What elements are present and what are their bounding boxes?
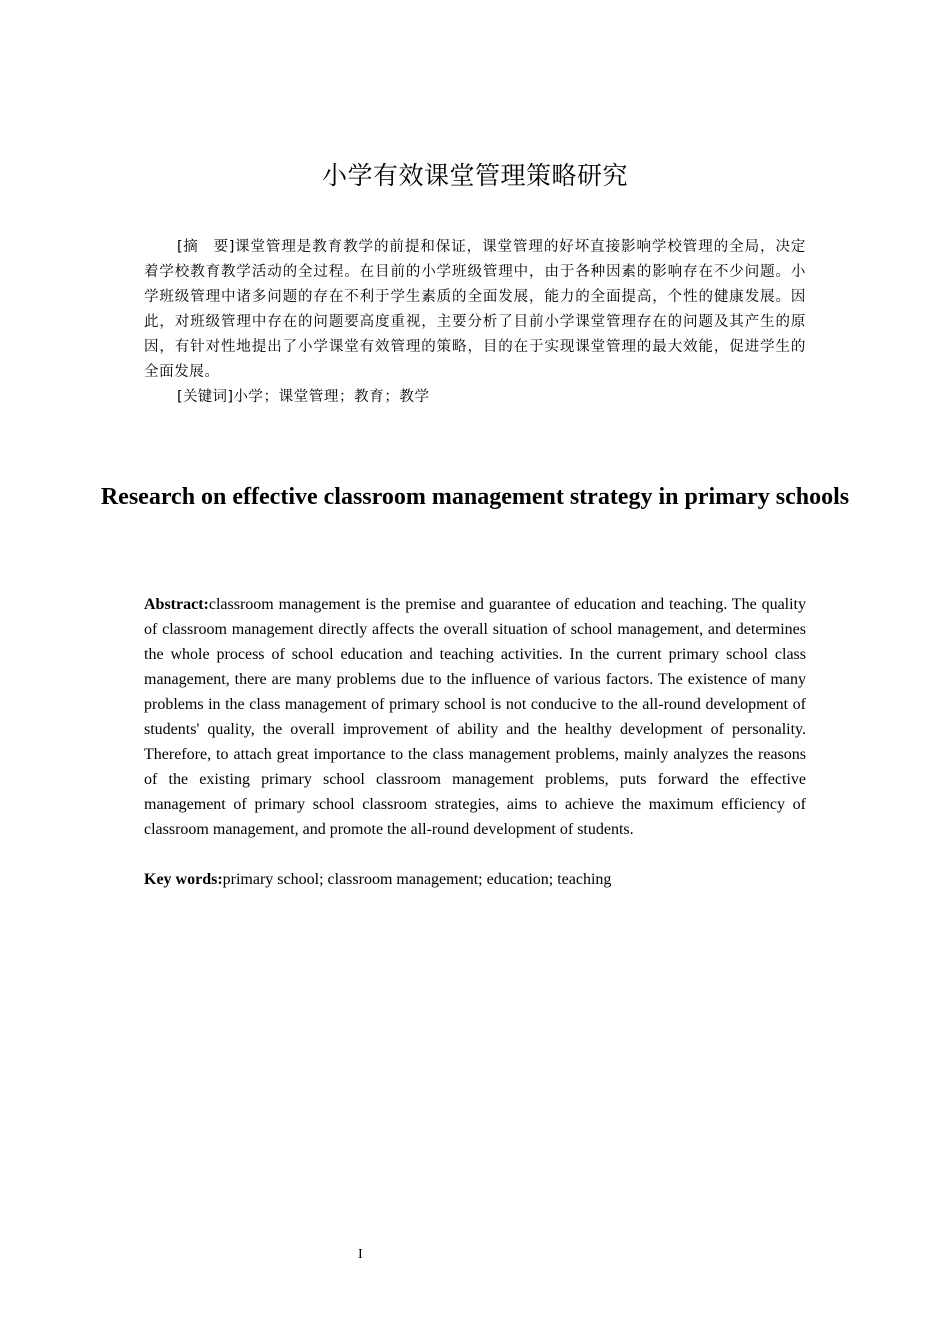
english-title: Research on effective classroom management strategy in primary schools: [100, 484, 850, 510]
english-keywords-text: primary school; classroom management; education; teaching: [222, 871, 612, 888]
page-number: I: [358, 1247, 363, 1262]
english-keywords: [144, 867, 806, 892]
chinese-keywords-label: [关键词]: [177, 389, 234, 405]
chinese-abstract-label: [摘 要]: [177, 239, 235, 255]
english-abstract-label: Abstract:: [144, 596, 209, 613]
chinese-abstract-text: 课堂管理是教育教学的前提和保证，课堂管理的好坏直接影响学校管理的全局，决定着学校教育教学活动的全过程。在目前的小学班级管理中，由于各种因素的影响存在不少问题。小学班级管理中诸多问题的存在不利于学生素质的全面发展，能力的全面提高，个性的健康发展。因此，对班级管理中存在的问题要高度重视，主要分析了目前小学课堂管理存在的问题及其产生的原因，有针对性地提出了小学课堂有效管理的策略，目的在于实现课堂管理的最大效能，促进学生的全面发展。: [144, 239, 806, 380]
english-abstract: [144, 592, 806, 842]
chinese-keywords-text: 小学；课堂管理；教育；教学: [233, 389, 430, 405]
chinese-abstract: [144, 235, 806, 385]
chinese-keywords: [177, 385, 430, 410]
english-keywords-label: Key words:: [144, 871, 223, 888]
english-abstract-text: classroom management is the premise and guarantee of education and teaching. The quality of classroom management directly affects the overall situation of school management, and determines the whole process of school education and teaching activities. In the current primary school class management, there are many problems due to the influence of various factors. The existence of many problems in the class management of primary school is not conducive to the all-round development of students' quality, the overall improvement of ability and the healthy development of personality. Therefore, to attach great importance to the class management problems, mainly analyzes the reasons of the existing primary school classroom management problems, puts forward the effective management of primary school classroom strategies, aims to achieve the maximum efficiency of classroom management, and promote the all-round development of students.: [144, 596, 806, 838]
chinese-title: 小学有效课堂管理策略研究: [321, 161, 628, 190]
